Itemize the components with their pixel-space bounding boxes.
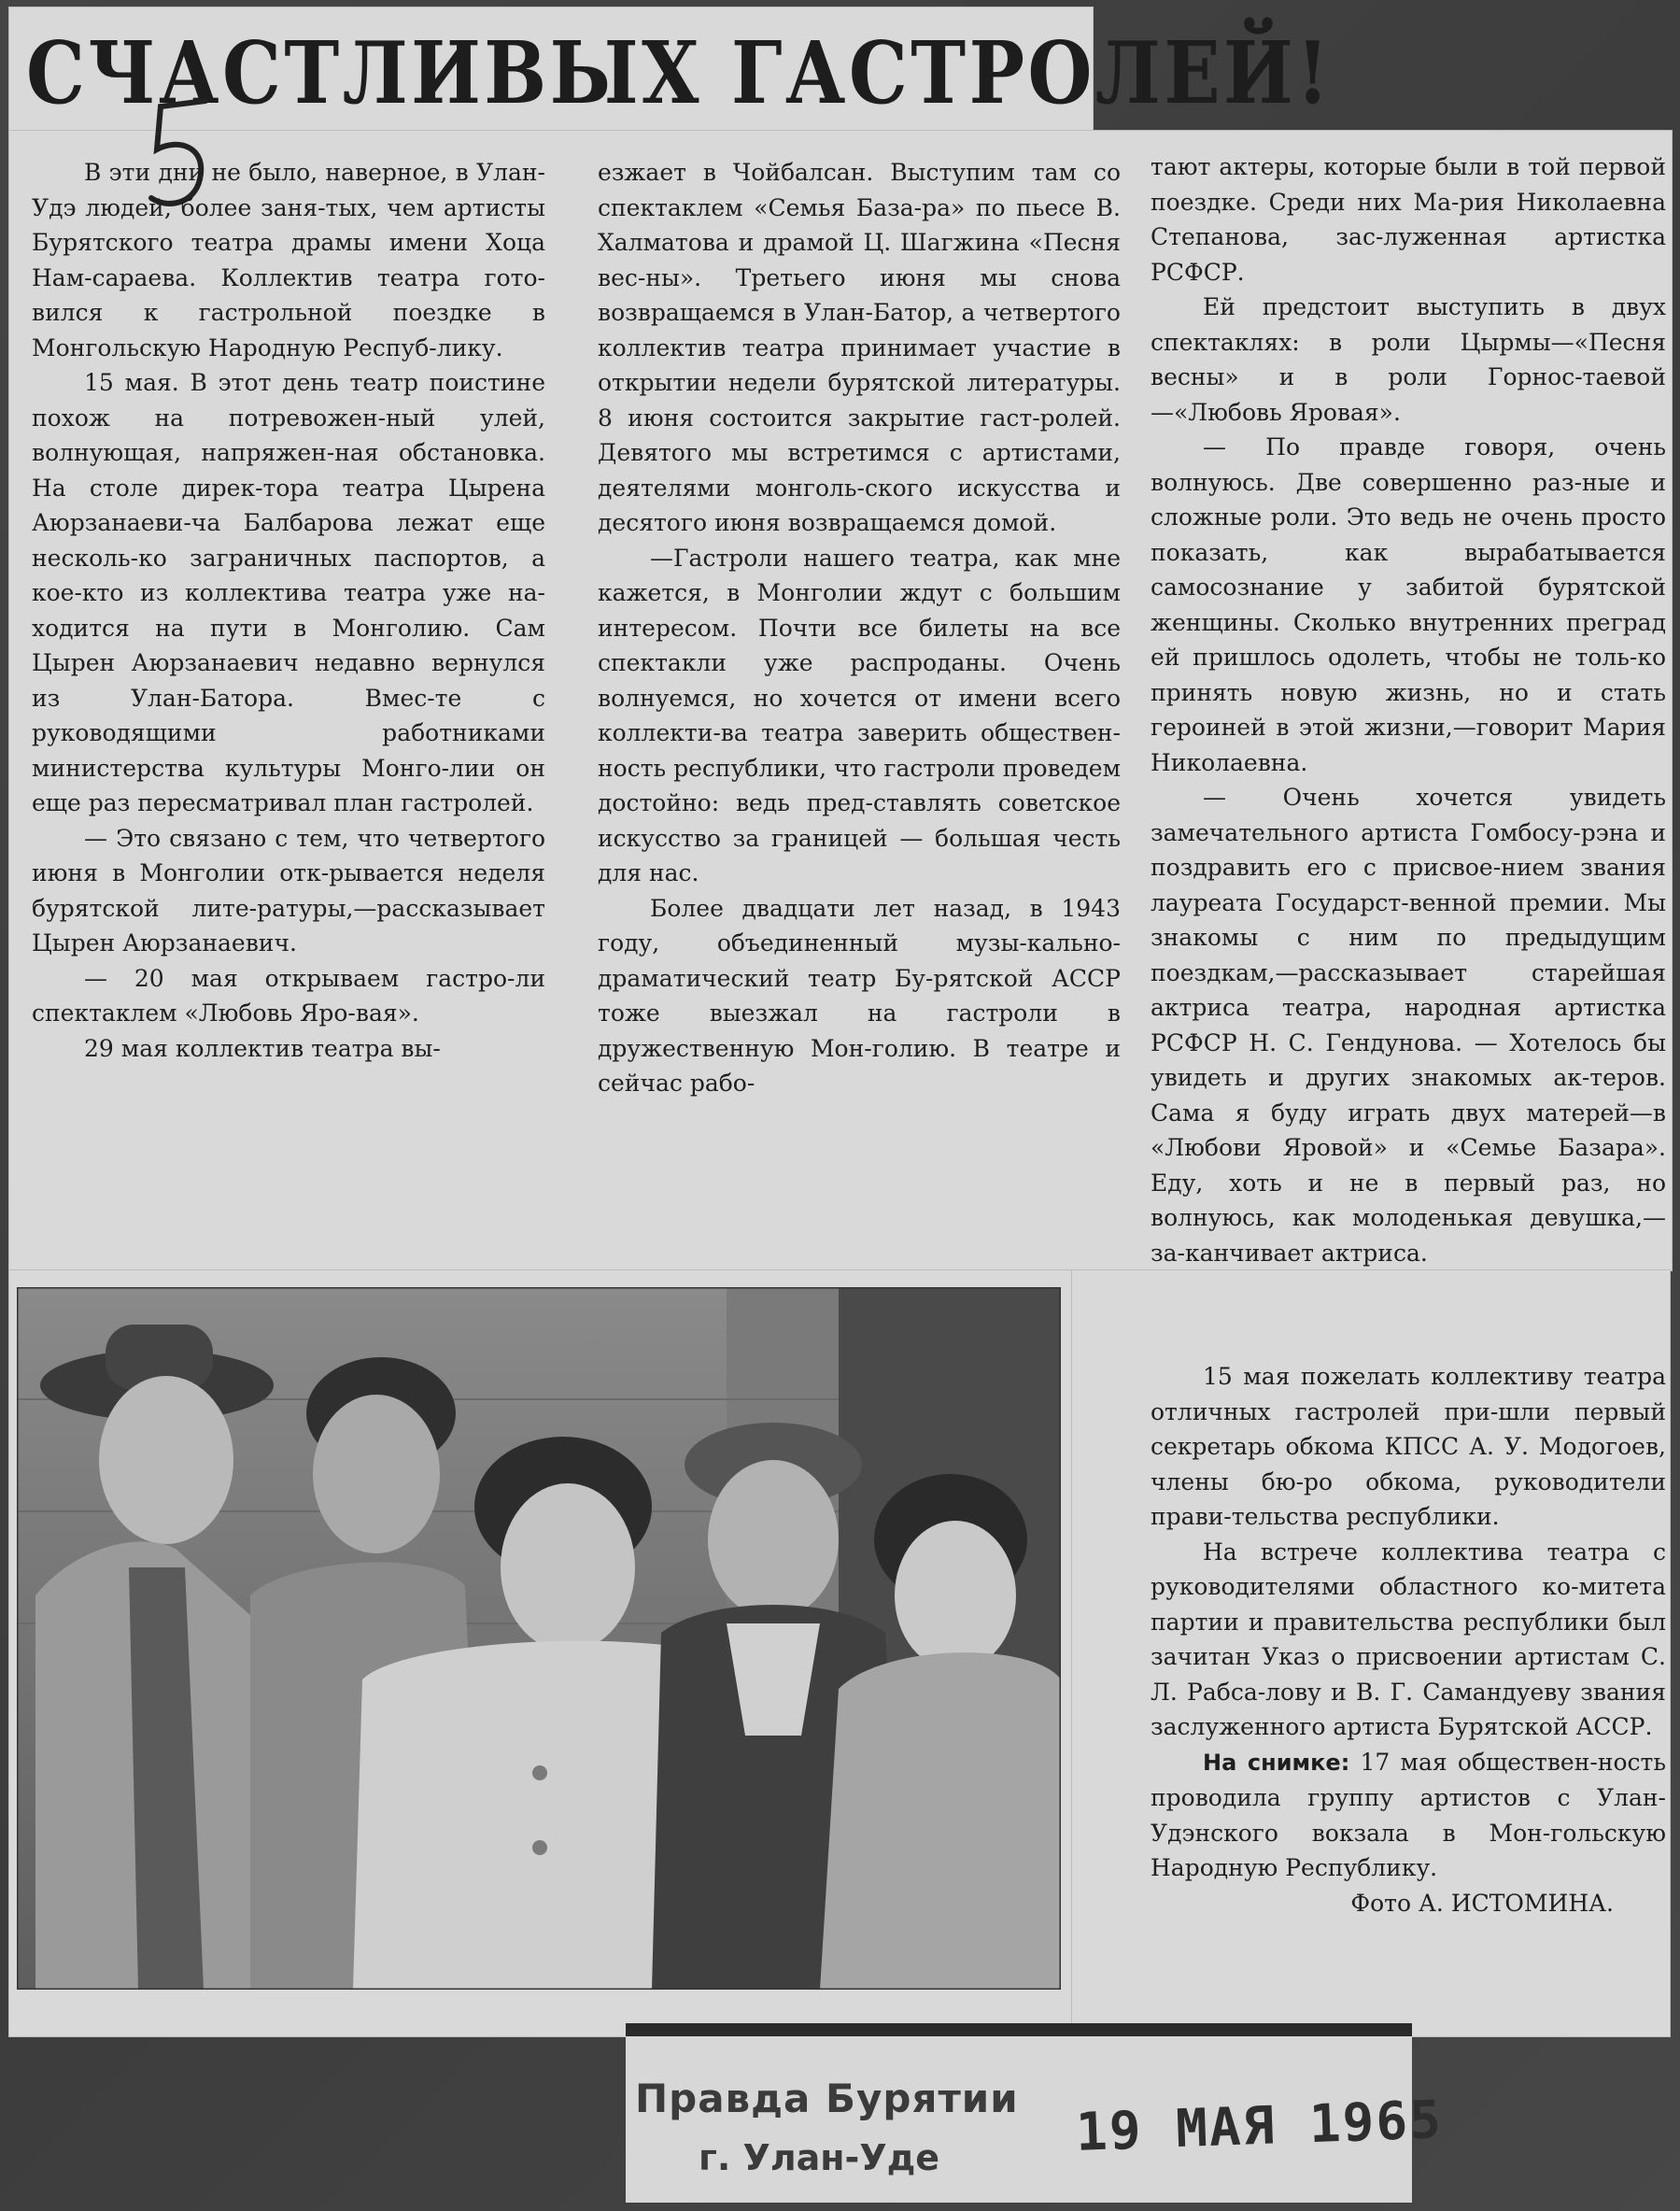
newspaper-city: г. Улан-Уде bbox=[699, 2137, 940, 2178]
paragraph: На встрече коллектива театра с руководителями областного ко-митета партии и правительства республики был зачитан Указ о присвоении артистам С. Л. Рабса-лову и В. Г. Самандуеву звания заслуженного артиста Бурятской АССР. bbox=[1151, 1538, 1666, 1740]
article-column-3-continued bbox=[1151, 1359, 1666, 1920]
paragraph: 29 мая коллектив театра вы- bbox=[84, 1034, 441, 1062]
newspaper-name: Правда Бурятии bbox=[635, 2076, 1019, 2121]
paragraph: — Это связано с тем, что четвертого июня в Монголии отк-рывается неделя бурятской лите-ратуры,—рассказывает Цырен Аюрзанаевич. bbox=[32, 824, 545, 957]
article-column-2 bbox=[598, 155, 1121, 1101]
paragraph: — Очень хочется увидеть замечательного артиста Гомбосу-рэна и поздравить его с присвое-нием звания лауреата Государст-венной премии. Мы знакомы с ним по предыдущим поездкам,—рассказывает старейшая актриса театра, народная артистка РСФСР Н. С. Гендунова. — Хотелось бы увидеть и других знакомых ак-теров. Сама я буду играть двух матерей—в «Любови Яровой» и «Семье Базара». Еду, хоть и не в первый раз, но волнуюсь, как молоденькая девушка,—за-канчивает актриса. bbox=[1151, 784, 1666, 1267]
headline: СЧАСТЛИВЫХ ГАСТРОЛЕЙ! bbox=[26, 22, 1333, 123]
group-photo bbox=[17, 1287, 1061, 1990]
paragraph: В эти дни не было, наверное, в Улан-Удэ людей, более заня-тых, чем артисты Бурятского театра драмы имени Хоца Нам-сараева. Коллектив театра гото-вился к гастрольной поездке в Монгольскую Народную Респуб-лику. bbox=[32, 159, 545, 361]
paragraph: тают актеры, которые были в той первой поездке. Среди них Ма-рия Николаевна Степанова, зас-луженная артистка РСФСР. bbox=[1151, 153, 1666, 286]
caption-lead: На снимке: bbox=[1203, 1749, 1350, 1776]
photo-caption bbox=[1151, 1745, 1666, 1886]
paragraph: езжает в Чойбалсан. Выступим там со спектаклем «Семья База-ра» по пьесе В. Халматова и драмой Ц. Шагжина «Песня вес-ны». Третьего июня мы снова возвращаемся в Улан-Батор, а четвертого коллектив театра принимает участие в открытии недели бурятской литературы. 8 июня состоится закрытие гаст-ролей. Девятого мы встретимся с артистами, деятелями монголь-ского искусства и десятого июня возвращаемся домой. bbox=[598, 159, 1121, 536]
paragraph: —Гастроли нашего театра, как мне кажется, в Монголии ждут с большим интересом. Почти все билеты на все спектакли уже распроданы. Очень волнуемся, но хочется от имени всего коллекти-ва театра заверить обществен-ность республики, что гастроли проведем достойно: ведь пред-ставлять советское искусство за границей — большая честь для нас. bbox=[598, 544, 1122, 886]
paragraph: 15 мая. В этот день театр поистине похож на потревожен-ный улей, волнующая, напряжен-ная обстановка. На столе дирек-тора театра Цырена Аюрзанаеви-ча Балбарова лежат еще несколь-ко заграничных паспортов, а кое-кто из коллектива театра уже на-ходится на пути в Монголию. Сам Цырен Аюрзанаевич недавно вернулся из Улан-Батора. Вмес-те с руководящими работниками министерства культуры Монго-лии он еще раз пересматривал план гастролей. bbox=[32, 369, 545, 816]
paragraph: Более двадцати лет назад, в 1943 году, объединенный музы-кально-драматический театр Бу-рятской АССР тоже выезжал на гастроли в дружественную Мон-голию. В театре и сейчас рабо- bbox=[598, 894, 1121, 1097]
article-column-1 bbox=[32, 155, 545, 1066]
group-photo-illustration bbox=[17, 1287, 1061, 1990]
photo-credit: Фото А. ИСТОМИНА. bbox=[1350, 1889, 1614, 1917]
paragraph: — По правде говоря, очень волнуюсь. Две совершенно раз-ные и сложные роли. Это ведь не очень просто показать, как вырабатывается самосознание у забитой бурятской женщины. Сколько внутренних преград ей пришлось одолеть, чтобы не толь-ко принять новую жизнь, но и стать героиней в этой жизни,—говорит Мария Николаевна. bbox=[1151, 433, 1666, 776]
caption-text: 17 мая обществен-ность проводила группу артистов с Улан-Удэнского вокзала в Мон-гольскую Народную Республику. bbox=[1151, 1748, 1666, 1881]
date-stamp: 19 МАЯ 1965 bbox=[1074, 2090, 1444, 2163]
paragraph: — 20 мая открываем гастро-ли спектаклем «Любовь Яро-вая». bbox=[32, 964, 545, 1027]
article-column-3 bbox=[1151, 149, 1666, 1270]
paragraph: Ей предстоит выступить в двух спектаклях: в роли Цырмы—«Песня весны» и в роли Горнос-таевой—«Любовь Яровая». bbox=[1151, 293, 1666, 426]
paragraph: 15 мая пожелать коллективу театра отличных гастролей при-шли первый секретарь обкома КПСС А. У. Модогоев, члены бю-ро обкома, руководители прави-тельства республики. bbox=[1151, 1363, 1666, 1530]
